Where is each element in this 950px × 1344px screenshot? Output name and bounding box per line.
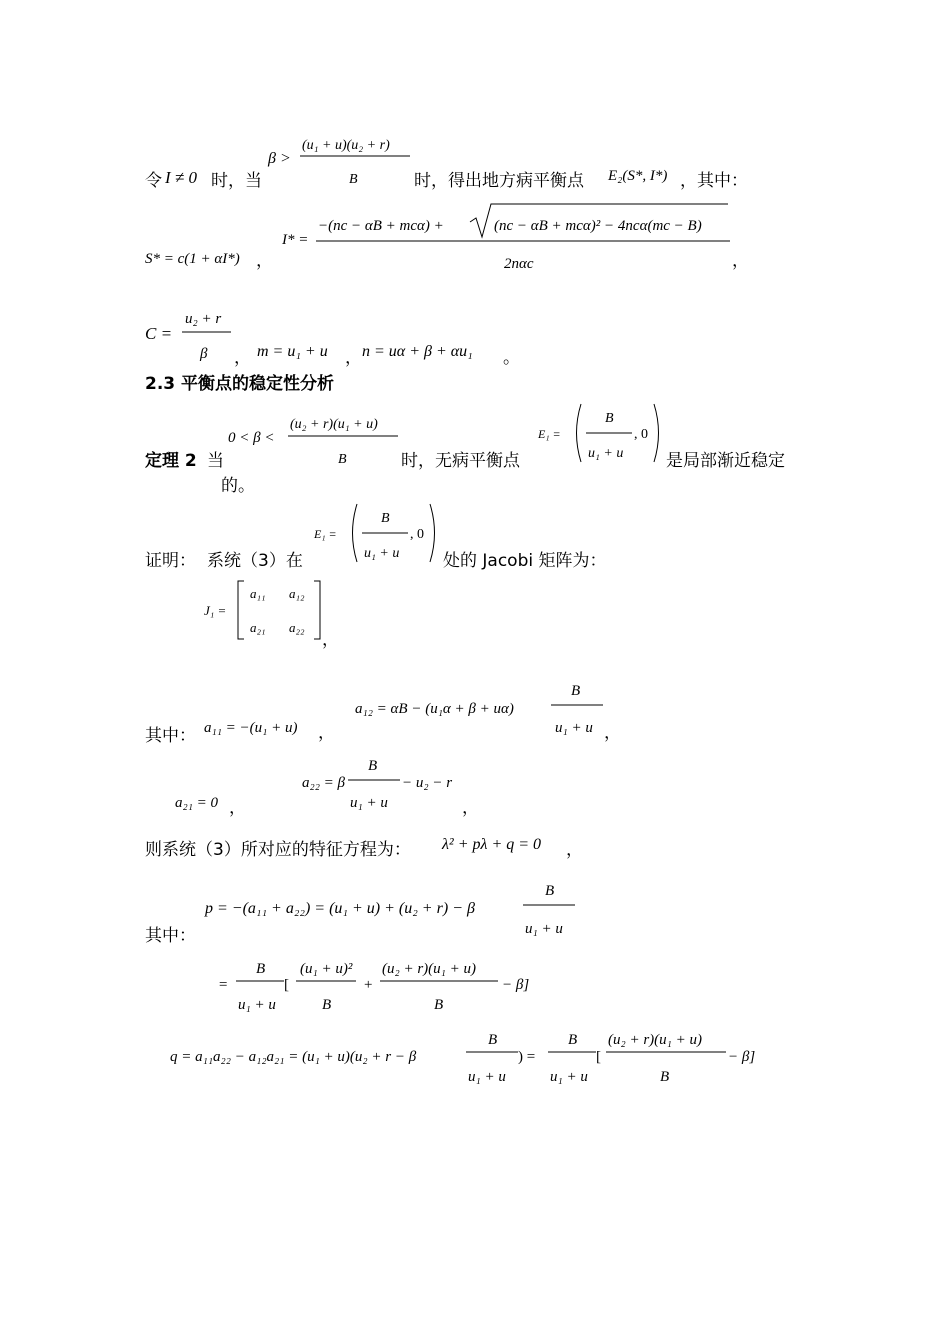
math-S-star — [145, 243, 260, 271]
math-a12 — [355, 676, 605, 740]
svg-text:u₁ + u: u₁ + u — [364, 546, 400, 561]
svg-text:C =: C = — [145, 324, 173, 343]
svg-text:, 0: , 0 — [410, 527, 424, 542]
svg-text:(u₂ + r)(u₁ + u): (u₂ + r)(u₁ + u) — [290, 417, 378, 432]
svg-text:B: B — [660, 1069, 670, 1085]
svg-text:u₂ + r: u₂ + r — [185, 311, 222, 327]
svg-text:a₂₂ = β: a₂₂ = β — [302, 775, 346, 791]
svg-text:B: B — [488, 1032, 498, 1048]
matrix-a22: a₂₂ — [289, 620, 305, 635]
text-dang: 当 — [207, 451, 224, 471]
svg-text:B: B — [434, 997, 444, 1013]
math-m-def — [255, 336, 355, 364]
svg-text:u₁ + u: u₁ + u — [550, 1069, 588, 1085]
svg-text:B: B — [605, 411, 614, 426]
svg-text:− β]: − β] — [502, 977, 530, 993]
svg-text:u₁ + u: u₁ + u — [588, 446, 624, 461]
svg-text:0 < β <: 0 < β < — [228, 430, 275, 446]
svg-text:B: B — [568, 1032, 578, 1048]
svg-text:J₁ =: J₁ = — [204, 603, 227, 618]
svg-text:m = u₁ + u: m = u₁ + u — [257, 343, 328, 360]
text-system3-at: 系统（3）在 — [207, 551, 303, 571]
math-q — [170, 1026, 770, 1088]
svg-text:B: B — [322, 997, 332, 1013]
svg-text:− β]: − β] — [728, 1049, 756, 1065]
svg-text:(nc − αB + mcα)² − 4ncα(mc − B: (nc − αB + mcα)² − 4ncα(mc − B) — [494, 218, 702, 234]
comma-para3-b: ， — [345, 348, 362, 368]
svg-text:u₁ + u: u₁ + u — [238, 997, 276, 1013]
svg-text:[: [ — [596, 1049, 601, 1065]
math-n-def — [360, 336, 510, 364]
comma-a12: ， — [604, 723, 621, 743]
svg-text:β >: β > — [268, 150, 291, 167]
text-de: 的。 — [221, 476, 255, 496]
matrix-a21: a₂₁ — [250, 620, 266, 635]
svg-text:B: B — [349, 172, 358, 187]
math-p-line2 — [218, 954, 548, 1016]
svg-text:B: B — [256, 961, 266, 977]
section-heading: 2.3 平衡点的稳定性分析 — [145, 374, 335, 394]
comma-para3-a: ， — [234, 348, 251, 368]
text-endemic-point: 时，得出地方病平衡点 — [414, 171, 584, 191]
svg-text:n = uα + β + αu₁: n = uα + β + αu₁ — [362, 343, 473, 360]
text-ling: 令 — [145, 171, 162, 191]
svg-text:) =: ) = — [518, 1049, 536, 1065]
svg-text:E₂(S*, I*): E₂(S*, I*) — [608, 168, 668, 184]
svg-text:u₁ + u: u₁ + u — [555, 720, 593, 736]
svg-text:λ² + pλ + q = 0: λ² + pλ + q = 0 — [442, 836, 542, 853]
comma-char-eq: ， — [566, 840, 583, 860]
svg-text:(u₁ + u)²: (u₁ + u)² — [300, 961, 353, 977]
math-theorem-condition — [228, 408, 403, 468]
comma-matrix: ， — [322, 630, 339, 650]
math-a11 — [204, 712, 324, 740]
svg-text:a₂₁ = 0: a₂₁ = 0 — [175, 795, 219, 811]
svg-text:(u₂ + r)(u₁ + u): (u₂ + r)(u₁ + u) — [608, 1032, 702, 1048]
math-a21 — [175, 788, 235, 814]
svg-text:p = −(a₁₁ + a₂₂) = (u₁ + u) +: p = −(a₁₁ + a₂₂) = (u₁ + u) + (u₂ + r) − β — [205, 900, 475, 917]
svg-text:[: [ — [284, 977, 289, 993]
text-char-eq: 则系统（3）所对应的特征方程为： — [145, 840, 411, 860]
comma-para2-b: ， — [732, 251, 749, 271]
text-disease-free-point: 时，无病平衡点 — [401, 451, 520, 471]
matrix-a11: a₁₁ — [250, 586, 266, 601]
text-qizhong-1: ，其中： — [680, 171, 748, 191]
math-E2 — [606, 158, 686, 188]
math-E1-theorem — [538, 400, 666, 466]
svg-text:q = a₁₁a₂₂ − a₁₂a₂₁ = (u₁ + u): q = a₁₁a₂₂ − a₁₂a₂₁ = (u₁ + u)(u₂ + r − β — [170, 1049, 417, 1065]
svg-text:I* =: I* = — [282, 232, 309, 248]
svg-text:2nαc: 2nαc — [504, 256, 534, 272]
matrix-a12: a₁₂ — [289, 586, 305, 601]
svg-text:E₁ =: E₁ = — [314, 527, 337, 541]
svg-text:, 0: , 0 — [634, 427, 648, 442]
proof-label: 证明： — [145, 551, 196, 571]
svg-text:S* = c(1 + αI*): S* = c(1 + αI*) — [145, 251, 240, 267]
math-jacobi-matrix — [204, 578, 334, 644]
text-jacobi: 处的 Jacobi 矩阵为： — [443, 551, 607, 571]
svg-text:=: = — [218, 977, 229, 993]
svg-text:β: β — [200, 346, 208, 362]
svg-text:a₁₁ = −(u₁ + u): a₁₁ = −(u₁ + u) — [204, 720, 298, 736]
text-qizhong-3: 其中： — [145, 926, 196, 946]
math-I-nonzero — [163, 165, 213, 191]
svg-text:u₁ + u: u₁ + u — [468, 1069, 506, 1085]
svg-text:(u₂ + r)(u₁ + u): (u₂ + r)(u₁ + u) — [382, 961, 476, 977]
svg-text:(u₁ + u)(u₂ + r): (u₁ + u)(u₂ + r) — [302, 138, 390, 153]
math-a22 — [302, 752, 462, 814]
comma-para2-a: ， — [256, 251, 273, 271]
svg-text:E₁ =: E₁ = — [538, 427, 561, 441]
svg-text:+: + — [364, 977, 373, 993]
math-char-eq — [442, 828, 572, 856]
svg-text:a₁₂ = αB − (u₁α + β + uα): a₁₂ = αB − (u₁α + β + uα) — [355, 701, 514, 717]
math-C-def — [145, 306, 245, 368]
text-shi-dang: 时，当 — [211, 171, 262, 191]
svg-text:− u₂ − r: − u₂ − r — [402, 775, 453, 791]
svg-text:u₁ + u: u₁ + u — [350, 795, 388, 811]
comma-a21: ， — [229, 798, 246, 818]
comma-a11: ， — [318, 723, 335, 743]
svg-text:B: B — [368, 758, 378, 774]
text-qizhong-2: 其中： — [145, 726, 196, 746]
svg-text:−(nc − αB + mcα) +: −(nc − αB + mcα) + — [318, 218, 444, 234]
math-E1-proof — [314, 500, 442, 566]
svg-text:B: B — [338, 452, 347, 467]
comma-a22: ， — [462, 798, 479, 818]
svg-text:u₁ + u: u₁ + u — [525, 921, 563, 937]
math-I-star — [282, 200, 737, 278]
svg-text:I ≠ 0: I ≠ 0 — [165, 168, 197, 187]
text-stable: 是局部渐近稳定 — [666, 451, 785, 471]
svg-text:B: B — [381, 511, 390, 526]
svg-text:B: B — [571, 683, 581, 699]
period-para3: 。 — [503, 348, 520, 368]
math-p-line1 — [205, 876, 585, 940]
svg-text:B: B — [545, 883, 555, 899]
theorem-label: 定理 2 — [145, 451, 197, 471]
math-beta-condition — [268, 133, 418, 191]
